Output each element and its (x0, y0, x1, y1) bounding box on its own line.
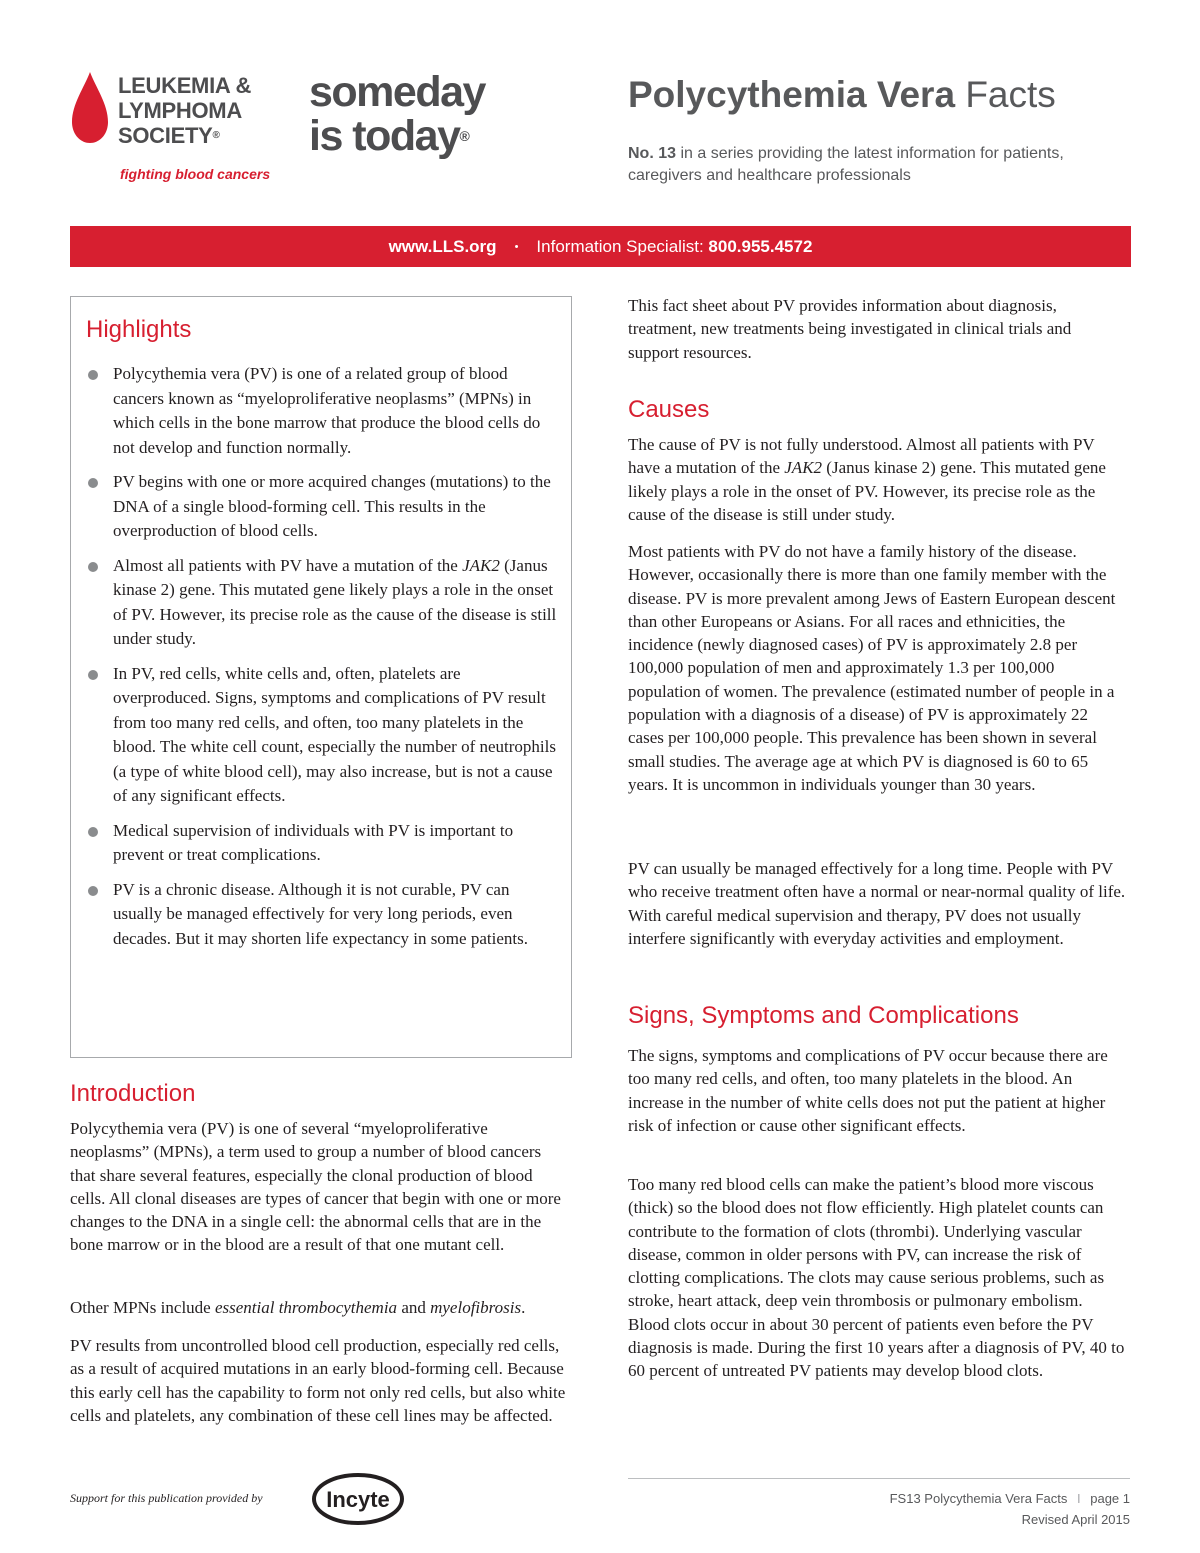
campaign-registered-mark: ® (459, 128, 469, 144)
causes-p1-post: (Janus kinase 2) gene. This mutated gene likely plays a role in the onset of PV. However, its precise role as the cause of the disease is still under study. (628, 458, 1106, 524)
series-description (628, 143, 1128, 187)
campaign-line-1: someday (309, 68, 485, 116)
bullet-icon (88, 562, 98, 572)
support-credit: Support for this publication provided by (70, 1491, 263, 1505)
campaign-logo (309, 70, 485, 158)
highlight-text-pre: Almost all patients with PV have a mutation of the (113, 555, 463, 575)
introduction-title: Introduction (70, 1080, 196, 1107)
org-tagline: fighting blood cancers (120, 166, 271, 182)
list-item (86, 362, 560, 460)
highlight-gene-name: JAK2 (462, 555, 500, 575)
org-logo-text (118, 73, 251, 148)
causes-paragraph-1 (628, 433, 1128, 526)
list-item (86, 878, 560, 952)
org-registered-mark: ® (212, 130, 220, 141)
highlight-text: PV begins with one or more acquired changes (mutations) to the DNA of a single blood-forming cell. This results in the overproduction of blood cells. (113, 472, 551, 540)
intro-p2-mid: and (397, 1298, 431, 1317)
specialist-label: Information Specialist: (536, 236, 704, 256)
intro-p2-pre: Other MPNs include (70, 1298, 215, 1317)
causes-paragraph-2: Most patients with PV do not have a family history of the disease. However, occasionally there is more than one family member with the disease. PV is more prevalent among Jews of Eastern European descent than other Europeans or Asians. For all races and ethnicities, the incidence (newly diagnosed cases) of PV is approximately 2.8 per 100,000 population of men and approximately 1.3 per 100,000 population of women. The prevalence (estimated number of people in a population with a diagnosis of a disease) of PV is approximately 22 cases per 100,000 people. This prevalence has been shown in several small studies. The average age at which PV is diagnosed is 60 to 65 years. It is uncommon in individuals younger than 30 years. (628, 542, 1116, 794)
footer-revised-date: Revised April 2015 (1021, 1512, 1130, 1527)
footer-divider (628, 1478, 1130, 1479)
highlight-text: Polycythemia vera (PV) is one of a related group of blood cancers known as “myeloproliferative neoplasms” (MPNs) in which cells in the bone marrow that produce the blood cells do not develop and function normally. (113, 364, 541, 457)
list-item (86, 819, 560, 868)
introduction-paragraph-1: Polycythemia vera (PV) is one of several “myeloproliferative neoplasms” (MPNs), a term used to group a number of blood cancers that share several features, especially the clonal production of blood cells. All clonal diseases are types of cancer that begin with one or more changes to the DNA in a single cell: the abnormal cells that are in the bone marrow or in the blood are a result of that one mutant cell. (70, 1119, 561, 1255)
footer-page-number: page 1 (1090, 1491, 1130, 1506)
series-text: in a series providing the latest information for patients, caregivers and healthcare professionals (628, 145, 1064, 184)
list-item (86, 662, 560, 809)
specialist-phone[interactable]: 800.955.4572 (708, 236, 813, 256)
campaign-line-2: is today (309, 112, 460, 160)
signs-paragraph-1: The signs, symptoms and complications of PV occur because there are too many red cells, and often, too many platelets in the blood. An increase in the number of white cells does not put the patient at higher risk of infection or cause other significant effects. (628, 1046, 1108, 1135)
causes-paragraph-3: PV can usually be managed effectively for a long time. People with PV who receive treatment often have a normal or near-normal quality of life. With careful medical supervision and therapy, PV does not usually interfere significantly with everyday activities and employment. (628, 859, 1126, 948)
footer-doc-code: FS13 Polycythemia Vera Facts (889, 1491, 1068, 1506)
bullet-icon (88, 478, 98, 488)
introduction-paragraph-3: PV results from uncontrolled blood cell production, especially red cells, as a result of acquired mutations in an early blood-forming cell. Because this early cell has the capability to form not only red cells, but also white cells and platelets, any combination of these cell lines may be affected. (70, 1336, 566, 1425)
factsheet-intro: This fact sheet about PV provides information about diagnosis, treatment, new treatments being investigated in clinical trials and support resources. (628, 296, 1072, 362)
org-name-line-2: LYMPHOMA (118, 98, 242, 123)
blood-drop-icon (70, 70, 110, 145)
page-title-light: Facts (965, 74, 1056, 115)
banner-separator: • (514, 240, 519, 253)
highlight-text: PV is a chronic disease. Although it is not curable, PV can usually be managed effectively for very long periods, even decades. But it may shorten life expectancy in some patients. (113, 879, 528, 948)
intro-p2-post: . (521, 1298, 526, 1317)
website-link[interactable]: www.LLS.org (388, 236, 497, 256)
bullet-icon (88, 827, 98, 837)
highlight-text: Medical supervision of individuals with PV is important to prevent or treat complications. (113, 820, 514, 864)
highlight-text: In PV, red cells, white cells and, often, platelets are overproduced. Signs, symptoms and complications of PV result from too many red cells, and often, too many platelets in the blood. The white cell count, especially the number of neutrophils (a type of white blood cell), may also increase, but is not a cause of any significant effects. (113, 663, 556, 805)
list-item (86, 470, 560, 544)
introduction-paragraph-2 (70, 1296, 570, 1319)
causes-gene-name: JAK2 (784, 458, 823, 478)
page-title (628, 74, 1056, 116)
org-name-line-1: LEUKEMIA & (118, 73, 252, 98)
intro-p2-term-1: essential thrombocythemia (214, 1298, 398, 1317)
highlights-list (86, 362, 560, 961)
footer-divider-glyph: I (1076, 1491, 1081, 1506)
page-title-bold: Polycythemia Vera (628, 74, 956, 115)
incyte-logo-text: Incyte (326, 1487, 390, 1512)
list-item (86, 554, 560, 652)
causes-title: Causes (628, 396, 710, 423)
signs-paragraph-2: Too many red blood cells can make the patient’s blood more viscous (thick) so the blood does not flow efficiently. High platelet counts can contribute to the formation of clots (thrombi). Underlying vascular disease, common in older persons with PV, can increase the risk of clotting complications. The clots may cause serious problems, such as stroke, heart attack, deep vein thrombosis or pulmonary embolism. Blood clots occur in about 30 percent of patients even before the PV diagnosis is made. During the first 10 years after a diagnosis of PV, 40 to 60 percent of untreated PV patients may develop blood clots. (628, 1175, 1125, 1381)
series-number: No. 13 (628, 145, 677, 162)
bullet-icon (88, 670, 98, 680)
highlight-text-post: (Janus kinase 2) gene. This mutated gene likely plays a role in the onset of PV. However, its precise role as the cause of the disease is still under study. (113, 555, 557, 648)
highlights-title: Highlights (86, 316, 192, 343)
contact-banner (70, 226, 1131, 267)
bullet-icon (88, 886, 98, 896)
intro-p2-term-2: myelofibrosis (430, 1298, 522, 1317)
incyte-logo (312, 1473, 404, 1525)
causes-p1-pre: The cause of PV is not fully understood. Almost all patients with PV have a mutation of the (628, 435, 1095, 478)
org-name-line-3: SOCIETY (118, 123, 213, 148)
footer-info (628, 1488, 1130, 1530)
bullet-icon (88, 370, 98, 380)
signs-title: Signs, Symptoms and Complications (628, 1002, 1019, 1029)
